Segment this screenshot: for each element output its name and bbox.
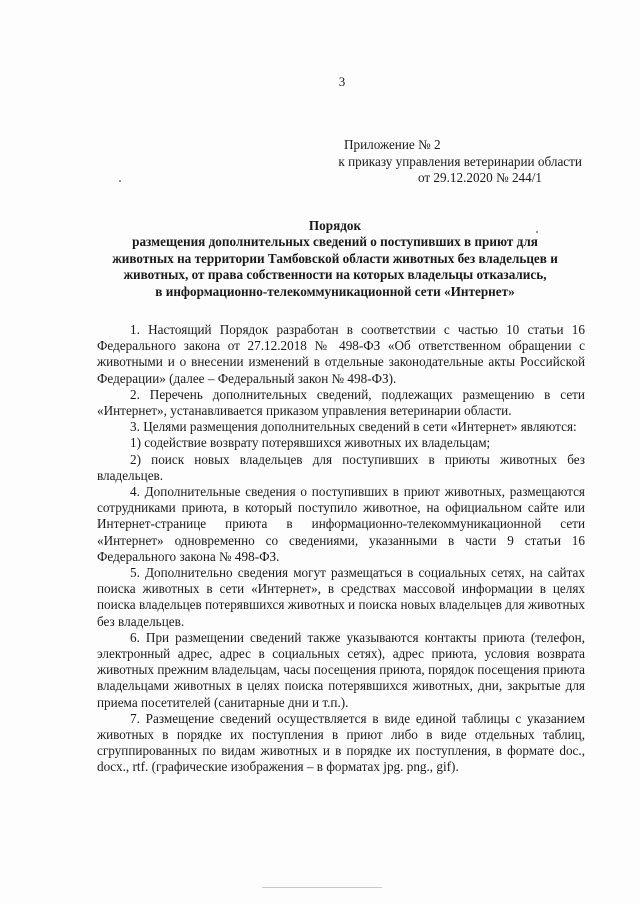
title-line-4: животных, от права собственности на которых владельцы отказались, [123, 267, 547, 283]
appendix-order-date: от 29.12.2020 № 244/1 [417, 170, 542, 185]
scan-speck [119, 180, 121, 182]
title-line-2: размещения дополнительных сведений о поступивших в приют для [132, 234, 538, 250]
paragraph-5: 5. Дополнительно сведения могут размещаться в социальных сетях, на сайтах поиска животных в сети «Интернет», в средствах массовой информации в целях поиска владельцев потерявшихся животных и поиска новых владельцев для животных без владельцев. [97, 565, 585, 629]
document-body [97, 322, 585, 776]
paragraph-7: 7. Размещение сведений осуществляется в виде единой таблицы с указанием животных в порядке их поступления в приют либо в виде отдельных таблиц, сгруппированных по видам животных и в порядке их поступления, в формате doc., docx., rtf. (графические изображения – в форматах jpg. png., gif). [97, 710, 585, 775]
title-line-3: животных на территории Тамбовской области животных без владельцев и [112, 250, 558, 266]
paragraph-2: 2. Перечень дополнительных сведений, подлежащих размещению в сети «Интернет», устанавливается приказом управления ветеринарии области. [97, 386, 585, 419]
scan-speck [536, 231, 538, 233]
paragraph-3: 3. Целями размещения дополнительных сведений в сети «Интернет» являются: [130, 419, 577, 435]
paragraph-3-item-1: 1) содействие возврату потерявшихся животных их владельцам; [130, 435, 491, 451]
paragraph-1: 1. Настоящий Порядок разработан в соответствии с частью 10 статьи 16 Федерального закона от 27.12.2018 № 498-ФЗ «Об ответственном обращении с животными и о внесении изменений в отдельные законодательные акты Российской Федерации» (далее – Федеральный закон № 498-ФЗ). [97, 322, 585, 386]
page-number: 3 [338, 74, 346, 89]
paragraph-4: 4. Дополнительные сведения о поступивших в приют животных, размещаются сотрудниками приюта, в который поступило животное, на официальном сайте или Интернет-странице приюта в информационно-телекоммуникационной сети «Интернет» одновременно со сведениями, указанными в части 9 статьи 16 Федерального закона № 498-ФЗ. [97, 484, 585, 564]
appendix-header [284, 137, 584, 187]
document-title [100, 218, 570, 300]
scan-edge-line [262, 887, 382, 888]
title-line-1: Порядок [308, 218, 362, 233]
paragraph-6: 6. При размещении сведений также указываются контакты приюта (телефон, электронный адрес, адрес в социальных сетях), адрес приюта, условия возврата животных прежним владельцам, часы посещения приюта, порядок посещения приюта владельцами животных в целях поиска потерявшихся животных, дни, закрытые для приема посетителей (санитарные дни и т.п.). [97, 629, 585, 710]
paragraph-3-item-2: 2) поиск новых владельцев для поступивших в приюты животных без владельцев. [97, 451, 585, 483]
appendix-number: Приложение № 2 [344, 137, 441, 152]
title-line-5: в информационно-телекоммуникационной сети «Интернет» [155, 283, 515, 299]
appendix-order-reference: к приказу управления ветеринарии области [338, 153, 582, 169]
